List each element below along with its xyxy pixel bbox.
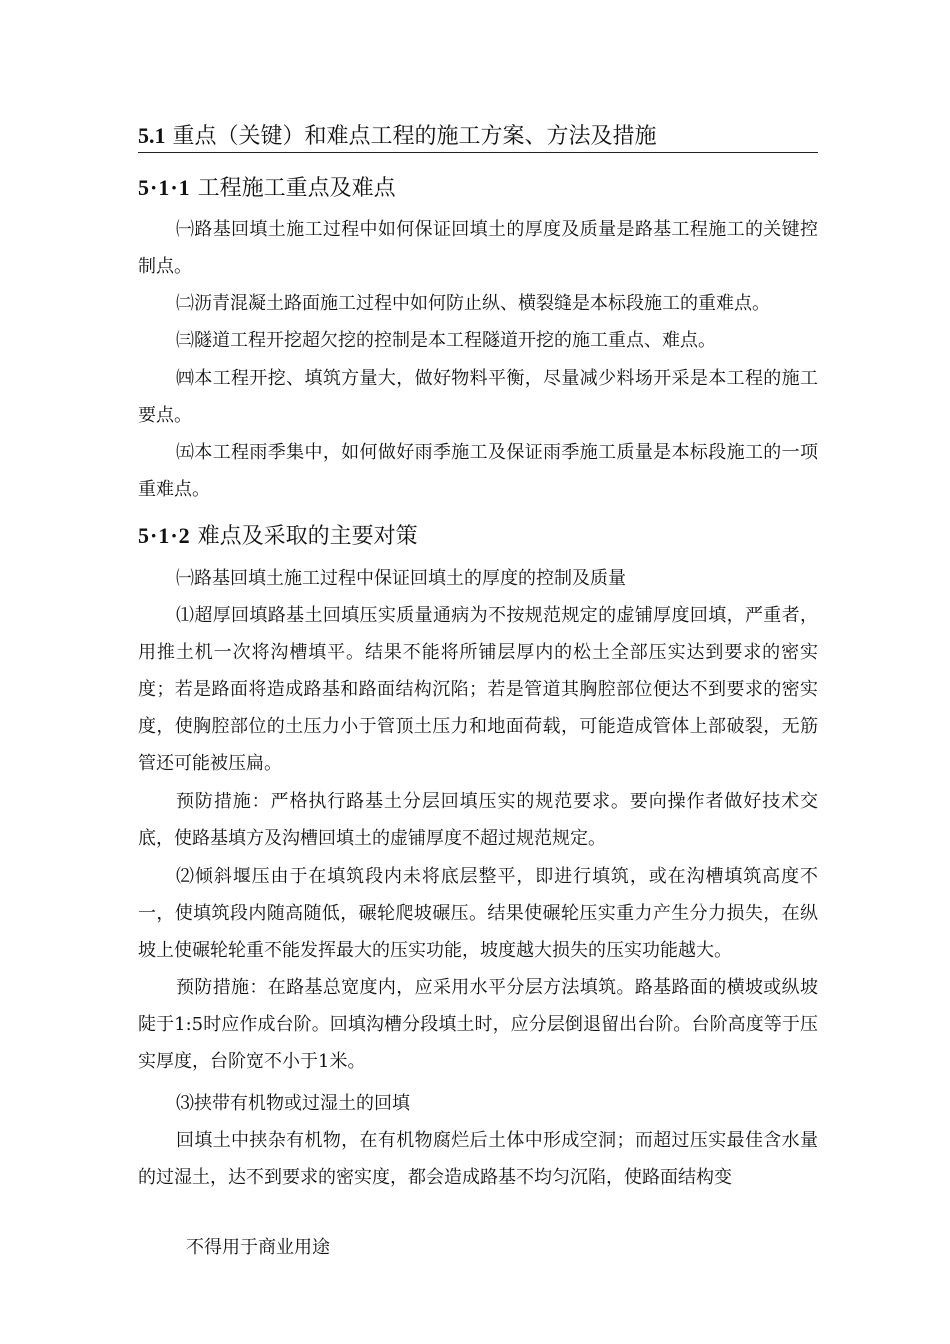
paragraph: 预防措施：严格执行路基土分层回填压实的规范要求。要向操作者做好技术交底，使路基填方及沟槽回填土的虚铺厚度不超过规范规定。	[138, 791, 818, 849]
paragraph: ㈡沥青混凝土路面施工过程中如何防止纵、横裂缝是本标段施工的重难点。	[176, 293, 770, 314]
heading-text: 重点（关键）和难点工程的施工方案、方法及措施	[165, 124, 657, 149]
subsection-number: 5·1·1	[138, 175, 191, 200]
subsection-title: 难点及采取的主要对策	[190, 524, 418, 549]
footer-note: 不得用于商业用途	[186, 1237, 330, 1258]
paragraph: 预防措施：在路基总宽度内，应采用水平分层方法填筑。路基路面的横坡或纵坡陡于1:5时应作成台阶。回填沟槽分段填土时，应分层倒退留出台阶。台阶高度等于压实厚度，台阶宽不小于1米。	[138, 977, 818, 1072]
paragraph: ㈠路基回填土施工过程中如何保证回填土的厚度及质量是路基工程施工的关键控制点。	[138, 219, 818, 277]
paragraph: ㈢隧道工程开挖超欠挖的控制是本工程隧道开挖的施工重点、难点。	[176, 330, 716, 351]
subsection-number: 5·1·2	[138, 523, 191, 548]
subsection-title: 工程施工重点及难点	[190, 176, 396, 201]
paragraph: 回填土中挟杂有机物，在有机物腐烂后土体中形成空洞；而超过压实最佳含水量的过湿土，达不到要求的密实度，都会造成路基不均匀沉陷，使路面结构变	[138, 1130, 818, 1188]
subsection-heading-5-1-2	[138, 521, 418, 552]
paragraph: ⑶挟带有机物或过湿土的回填	[176, 1093, 410, 1114]
paragraph: ⑴超厚回填路基土回填压实质量通病为不按规范规定的虚铺厚度回填，严重者，用推土机一次将沟槽填平。结果不能将所铺层厚内的松土全部压实达到要求的密实度；若是路面将造成路基和路面结构沉陷；若是管道其胸腔部位便达不到要求的密实度，使胸腔部位的土压力小于管顶土压力和地面荷载，可能造成管体上部破裂，无筋管还可能被压扁。	[138, 605, 818, 774]
heading-number: 5.1	[138, 123, 166, 148]
paragraph: ㈠路基回填土施工过程中保证回填土的厚度的控制及质量	[176, 568, 626, 589]
paragraph: ㈤本工程雨季集中，如何做好雨季施工及保证雨季施工质量是本标段施工的一项重难点。	[138, 442, 818, 500]
paragraph: ㈣本工程开挖、填筑方量大，做好物料平衡，尽量减少料场开采是本工程的施工要点。	[138, 368, 818, 426]
section-heading-5-1	[138, 120, 818, 153]
paragraph: ⑵倾斜堰压由于在填筑段内未将底层整平，即进行填筑，或在沟槽填筑高度不一，使填筑段内随高随低，碾轮爬坡碾压。结果使碾轮压实重力产生分力损失，在纵坡上使碾轮轮重不能发挥最大的压实功能，坡度越大损失的压实功能越大。	[138, 866, 818, 961]
subsection-heading-5-1-1	[138, 173, 396, 204]
